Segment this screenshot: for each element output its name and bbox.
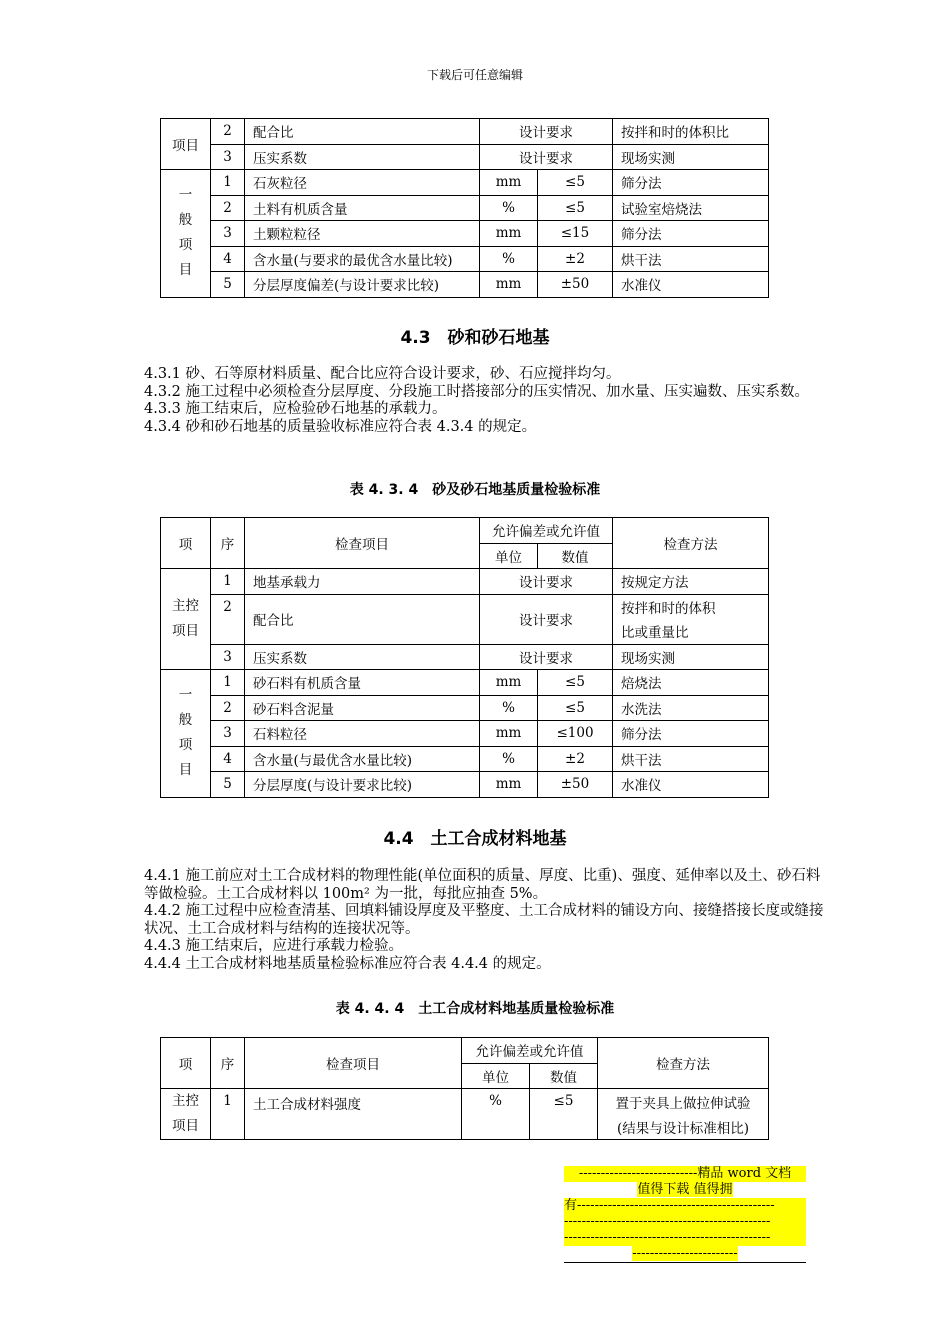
row-number: 4 [211, 246, 245, 272]
unit: mm [480, 272, 538, 298]
column-header: 序 [211, 1038, 245, 1089]
check-item: 土工合成材料强度 [245, 1089, 462, 1140]
footer-line-text: 值得下载 值得拥 [637, 1182, 733, 1197]
unit: mm [480, 670, 538, 696]
check-method: 置于夹具上做拉伸试验 [598, 1089, 769, 1115]
table-4-2-continued [160, 118, 769, 298]
value: ±50 [538, 772, 613, 798]
check-method: 筛分法 [613, 221, 769, 247]
row-number: 1 [211, 569, 245, 595]
table-row [161, 670, 769, 696]
row-number: 2 [211, 695, 245, 721]
section-title-4-4: 4.4 土工合成材料地基 [383, 829, 567, 849]
check-method: 按拌和时的体积 [613, 594, 769, 619]
table-row [161, 1089, 769, 1115]
check-method: 水洗法 [613, 695, 769, 721]
unit: % [480, 695, 538, 721]
value: ≤5 [530, 1089, 598, 1140]
table-row [161, 170, 769, 196]
group-label: 主控 [172, 598, 199, 614]
group-char: 般 [178, 212, 193, 229]
footer-line [564, 1246, 806, 1262]
group-cell: 项目 [161, 119, 211, 170]
table-row [161, 772, 769, 798]
check-item: 石灰粒径 [245, 170, 480, 196]
footer-rule [564, 1262, 806, 1263]
check-item: 土颗粒粒径 [245, 221, 480, 247]
column-header: 允许偏差或允许值 [462, 1038, 598, 1064]
unit: % [462, 1089, 530, 1140]
unit: % [480, 246, 538, 272]
requirement: 设计要求 [480, 594, 613, 644]
column-header: 允许偏差或允许值 [480, 518, 613, 544]
requirement: 设计要求 [480, 569, 613, 595]
requirement: 设计要求 [480, 644, 613, 670]
check-item: 压实系数 [245, 144, 480, 170]
table-row [161, 221, 769, 247]
footer-line: ---------------------------精品 word 文档 [564, 1166, 806, 1182]
value: ≤15 [538, 221, 613, 247]
paragraph: 4.4.2 施工过程中应检查清基、回填料铺设厚度及平整度、土工合成材料的铺设方向、接缝搭接长度或缝接状况、土工合成材料与结构的连接状况等。 [144, 903, 824, 937]
paragraph: 4.3.4 砂和砂石地基的质量验收标准应符合表 4.3.4 的规定。 [144, 418, 537, 435]
table-row [161, 569, 769, 595]
row-number: 5 [211, 272, 245, 298]
table-row [161, 144, 769, 170]
check-method: 烘干法 [613, 746, 769, 772]
value: ≤5 [538, 170, 613, 196]
table-row [161, 644, 769, 670]
table-4-3-4 [160, 517, 769, 798]
row-number: 1 [211, 670, 245, 696]
check-item: 配合比 [245, 594, 480, 644]
check-method: 筛分法 [613, 721, 769, 747]
check-item: 砂石料有机质含量 [245, 670, 480, 696]
requirement: 设计要求 [480, 119, 613, 145]
table-header-row [161, 518, 769, 544]
section-4-4-body [144, 868, 824, 973]
unit: mm [480, 772, 538, 798]
table-4-4-4 [160, 1037, 769, 1140]
column-header: 检查方法 [613, 518, 769, 569]
check-method: 水准仪 [613, 272, 769, 298]
paragraph: 4.4.3 施工结束后，应进行承载力检验。 [144, 938, 404, 954]
unit: mm [480, 721, 538, 747]
section-title-4-3: 4.3 砂和砂石地基 [400, 328, 550, 348]
check-item: 含水量(与最优含水量比较) [245, 746, 480, 772]
page-header: 下载后可任意编辑 [426, 68, 523, 82]
column-header: 项 [161, 1038, 211, 1089]
check-method: (结果与设计标准相比) [598, 1114, 769, 1140]
column-header: 序 [211, 518, 245, 569]
group-char: 般 [178, 712, 193, 729]
check-method: 按拌和时的体积比 [613, 119, 769, 145]
value: ≤100 [538, 721, 613, 747]
row-number: 3 [211, 221, 245, 247]
row-number: 2 [211, 119, 245, 145]
column-header: 单位 [480, 543, 538, 569]
row-number: 2 [211, 195, 245, 221]
value: ±2 [538, 746, 613, 772]
paragraph: 4.4.1 施工前应对土工合成材料的物理性能(单位面积的质量、厚度、比重)、强度、延伸率以及土、砂石料等做检验。土工合成材料以 100m² 为一批，每批应抽查 5%。 [144, 868, 821, 902]
row-number: 3 [211, 644, 245, 670]
group-cell-main [161, 1089, 211, 1140]
value: ≤5 [538, 695, 613, 721]
paragraph: 4.3.3 施工结束后，应检验砂石地基的承载力。 [144, 401, 447, 417]
footer-line [564, 1182, 806, 1198]
row-number: 2 [211, 594, 245, 644]
check-method: 水准仪 [613, 772, 769, 798]
row-number: 1 [211, 1089, 245, 1140]
column-header: 数值 [530, 1063, 598, 1089]
unit: mm [480, 221, 538, 247]
check-method: 按规定方法 [613, 569, 769, 595]
check-item: 分层厚度(与设计要求比较) [245, 772, 480, 798]
group-char: 一 [178, 187, 193, 204]
column-header: 数值 [538, 543, 613, 569]
requirement: 设计要求 [480, 144, 613, 170]
paragraph: 4.3.2 施工过程中必须检查分层厚度、分段施工时搭接部分的压实情况、加水量、压实遍数、压实系数。 [144, 383, 809, 400]
footer-line: ----------------------------------------------- [564, 1230, 806, 1246]
column-header: 检查项目 [245, 1038, 462, 1089]
table-row [161, 746, 769, 772]
group-label: 项目 [172, 623, 199, 639]
check-item: 地基承载力 [245, 569, 480, 595]
unit: % [480, 746, 538, 772]
check-method: 比或重量比 [613, 619, 769, 644]
group-char: 项 [178, 237, 193, 254]
row-number: 3 [211, 721, 245, 747]
row-number: 5 [211, 772, 245, 798]
table-caption-4-3-4: 表 4. 3. 4 砂及砂石地基质量检验标准 [349, 482, 601, 498]
group-label: 项目 [172, 1118, 199, 1134]
unit: % [480, 195, 538, 221]
group-cell-general [161, 170, 211, 298]
check-item: 压实系数 [245, 644, 480, 670]
table-row [161, 195, 769, 221]
column-header: 项 [161, 518, 211, 569]
footer-watermark [564, 1166, 806, 1262]
group-char: 一 [178, 687, 193, 704]
column-header: 检查项目 [245, 518, 480, 569]
value: ≤5 [538, 195, 613, 221]
check-method: 现场实测 [613, 144, 769, 170]
column-header: 单位 [462, 1063, 530, 1089]
footer-line-text: ------------------------ [632, 1246, 738, 1261]
table-row [161, 594, 769, 619]
table-row [161, 272, 769, 298]
check-method: 现场实测 [613, 644, 769, 670]
table-row [161, 695, 769, 721]
row-number: 4 [211, 746, 245, 772]
group-char: 目 [178, 762, 193, 779]
section-4-3-body [144, 366, 824, 436]
check-item: 石料粒径 [245, 721, 480, 747]
check-item: 土料有机质含量 [245, 195, 480, 221]
paragraph: 4.3.1 砂、石等原材料质量、配合比应符合设计要求，砂、石应搅拌均匀。 [144, 366, 621, 382]
group-cell-general [161, 670, 211, 798]
check-item: 砂石料含泥量 [245, 695, 480, 721]
table-caption-4-4-4: 表 4. 4. 4 土工合成材料地基质量检验标准 [335, 1001, 615, 1017]
check-method: 试验室焙烧法 [613, 195, 769, 221]
row-number: 1 [211, 170, 245, 196]
group-label: 主控 [172, 1093, 199, 1109]
table-row [161, 119, 769, 145]
group-cell-main [161, 569, 211, 670]
check-item: 配合比 [245, 119, 480, 145]
table-row [161, 721, 769, 747]
value: ≤5 [538, 670, 613, 696]
check-method: 焙烧法 [613, 670, 769, 696]
table-header-row [161, 1038, 769, 1064]
check-item: 含水量(与要求的最优含水量比较) [245, 246, 480, 272]
check-method: 筛分法 [613, 170, 769, 196]
value: ±50 [538, 272, 613, 298]
column-header: 检查方法 [598, 1038, 769, 1089]
table-row [161, 246, 769, 272]
footer-line: 有--------------------------------------------- [564, 1198, 806, 1214]
footer-line: ----------------------------------------------- [564, 1214, 806, 1230]
unit: mm [480, 170, 538, 196]
row-number: 3 [211, 144, 245, 170]
group-char: 项 [178, 737, 193, 754]
check-item: 分层厚度偏差(与设计要求比较) [245, 272, 480, 298]
paragraph: 4.4.4 土工合成材料地基质量检验标准应符合表 4.4.4 的规定。 [144, 955, 551, 972]
value: ±2 [538, 246, 613, 272]
check-method: 烘干法 [613, 246, 769, 272]
group-char: 目 [178, 262, 193, 279]
